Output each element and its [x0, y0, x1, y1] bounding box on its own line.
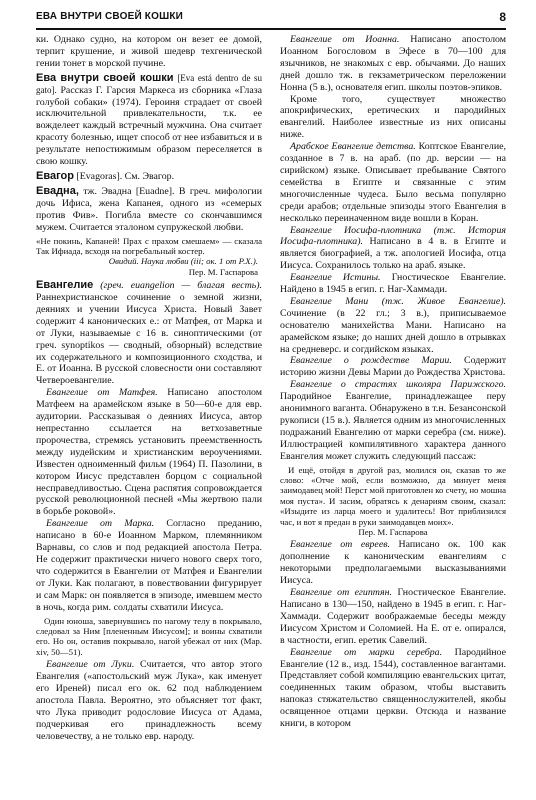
subentry-luka [36, 659, 262, 742]
subentry-title: Евангелие от Матфея. [46, 387, 158, 399]
quote-source: Овидий. Наука любви (iii; ок. 1 от Р.Х.). [108, 256, 258, 267]
subentry-text: Гностическое Евангелие. Найдено в 1945 в егип. г. Наг-Хаммади. [280, 272, 506, 296]
quotation [280, 465, 506, 538]
subentry-title: Евангелие Иосифа-плотника [290, 224, 422, 236]
entry-text: Раннехристианское сочинение о земной жизни, деяниях и учении Иисуса Христа. Новый Завет содержит 4 канонических е.: от Матфея, от Марка и от Луки, называемые с 16 в. синоптическими (от греч. synoptikos — сводный, обзорный) вследствие их содержательного и композиционного сходства, и Е. от Иоанна. В русской словесности они составляют Четвероевангелие. [36, 292, 262, 387]
subentry-arab [280, 141, 506, 224]
entry-evagor [36, 171, 262, 183]
quote-text: «Не покинь, Капаней! Прах с прахом смешаем» — сказала Так Ифиада, всходя на погребальный костер. [36, 235, 262, 256]
subentry-text: Гностическое Евангелие. Написано в 130—150, найдено в 1945 в егип. г. Наг-Хаммади. Содержит воображаемые беседы между Иисусом Христом и Соломией. На Е. от е. опирался, в частности, егип. еретик Савелий. [280, 587, 506, 646]
entry-text: тж. Эвадна [Euadne]. В греч. мифологии дочь Ифиса, жена Капанея, одного из «семерых против Фив». Погибла вместе со скончавшимся мужем. Считается эталоном супружеской любви. [36, 185, 262, 233]
subentry-serebro [280, 647, 506, 730]
subentry-evrei [280, 539, 506, 587]
running-header [36, 10, 506, 26]
quotation [36, 236, 262, 278]
subentry-title: Евангелие от Марка. [46, 518, 155, 530]
subentry-title: Евангелие от египтян. [290, 587, 392, 599]
quotation [36, 616, 262, 658]
subentry-title: Арабское Евангелие детства. [290, 141, 416, 153]
subentry-mani [280, 296, 506, 356]
subentry-text: Написано апостолом Иоанном Богословом в Эфесе в 70—100 для язычников, не знакомых с евр. обычаями. До наших дней дошло тж. в гекзаметрическом переложении Нонна (5 в.), основателя егип. школы поэтов-эпиков. [280, 34, 506, 93]
headword: Евангелие [36, 279, 94, 292]
subentry-alt-title: (тж. История Иосифа-плотника). [280, 224, 506, 248]
original-title: [Eva está dentro de su gato]. [36, 72, 262, 95]
entry-text: Рассказ Г. Гарсия Маркеса из сборника «Глаза голубой собаки» (1974). Героиня страдает от своей исключительной привлекательности, т.к. ее вожделеет каждый встречный мужчина. Она считает красоту болезнью, ищет способ от нее избавиться и в результате непостижимым образом переселяется в свою кошку. [36, 84, 262, 168]
quote-translator: Пер. М. Гаспарова [358, 527, 428, 538]
subentry-title: Евангелие о рождестве Марии. [290, 355, 452, 367]
subentry-egipt [280, 587, 506, 647]
subentry-text: Написано ок. 100 как дополнение к каноническим евангелиям с некоторыми предполагаемыми высказываниями Иисуса. [280, 539, 506, 587]
subentry-text: Считается, что автор этого Евангелия («апостольский муж Лука», как именует его Иреней) писал его ок. 62 под наблюдением апостола Павла. Вероятно, это объясняет тот факт, что Лука приводит родословие Иисуса от Адама, подчеркивая его принадлежность всему человечеству, а не только евр. народу. [36, 659, 262, 742]
apocrypha-intro: Кроме того, существует множество апокрифических, еретических и пародийных евангелий. Наиболее известные из них описаны ниже. [280, 93, 506, 141]
subentry-paris [280, 379, 506, 462]
subentry-title: Евангелие от Иоанна. [290, 34, 400, 45]
entry-eva-vnutri [36, 73, 262, 168]
entry-text: [Evagoras]. См. Эвагор. [76, 170, 175, 182]
entry-evangelie [36, 280, 262, 387]
subentry-mariya [280, 355, 506, 379]
subentry-title: Евангелие Мани [290, 295, 369, 307]
running-title: ЕВА ВНУТРИ СВОЕЙ КОШКИ [36, 11, 184, 22]
quote-text: Один юноша, завернувшись по нагому телу в покрывало, следовал за Ним [плененным Иисусом]; и воины схватили его. Но он, оставив покрывало, нагой убежал от них (Мар. xiv, 50—51). [36, 615, 262, 657]
headword: Евагор [36, 169, 74, 182]
subentry-text: Коптское Евангелие, созданное в 7 в. на араб. (по др. версии — на сирийском) языке. Описывает пребывание Святого семейства в Египте и связанные с этим многочисленные чудеса. Было весьма популярно среди арабов; отдельные эпизоды этого Евангелия в несколько переиначенном виде вошли в Коран. [280, 141, 506, 224]
headword: Ева внутри своей кошки [36, 71, 174, 84]
right-column [280, 34, 506, 792]
subentry-text: Сочинение (в 22 гл.; 3 в.), приписываемое основателю манихейства Мани. Написано на арамейском языке; до наших дней дошло в отрывках на средневерс. и согдийском языках. [280, 307, 506, 355]
subentry-ioann [280, 34, 506, 94]
subentry-title: Евангелие Истины. [290, 272, 381, 284]
etymology: (греч. euangelion — благая весть). [100, 280, 262, 292]
subentry-text: Написано в 4 в. в Египте и является биографией, а тж. апологией Иосифа, отца Иисуса. Сохранилось только на араб. языке. [280, 236, 506, 272]
subentry-text: Пародийное Евангелие, принадлежащее перу анонимного ваганта. Обнаружено в т.н. Безансонской рукописи (15 в.). Является одним из многочисленных подражаний Евангелию от марки серебра (см. ниже). Иллюстрацией компилятивного характера данного Евангелия может служить следующий пассаж: [280, 391, 506, 462]
subentry-title: Евангелие от евреев. [290, 539, 390, 551]
quote-text: И ещё, отойдя в другой раз, молился он, сказав то же слово: «Отче мой, если возможно, да минует меня заимодавец мой! Перст мой приготовлен ко счету, но мошна моя пуста». И засим, обратясь к денариям своим, сказал: «Изыдите из ларца моего и удалитесь! Вот приблизился час, и вот я предан в руки заимодавцев моих». [280, 464, 506, 527]
left-column [36, 34, 262, 792]
subentry-text: Написано апостолом Матфеем на арамейском языке в 50—60-е для евр. аудитории. Рассказывая о деяниях Иисуса, автор непрестанно ссылается на ветхозаветные пророчества, стремясь установить преемственность между иудейским и христианским вероучениями. Известен одноименный фильм (1964) П. Пазолини, в котором Иисус представлен борцом с социальной несправедливостью. Сцена распятия сопровождается русской революционной песней «Мы жертвою пали в борьбе роковой». [36, 387, 262, 518]
entry-evadna [36, 186, 262, 234]
subentry-istina [280, 272, 506, 296]
subentry-mark [36, 518, 262, 613]
subentry-title: Евангелие от Луки. [46, 659, 135, 671]
subentry-text: Содержит историю жизни Девы Марии до Рождества Христова. [280, 355, 506, 379]
quote-translator: Пер. М. Гаспарова [188, 266, 258, 277]
subentry-alt-title: (тж. Живое Евангелие). [381, 295, 506, 307]
page-number: 8 [499, 10, 506, 24]
subentry-matfei [36, 387, 262, 518]
subentry-title: Евангелие о страстях школяра Парижского. [290, 379, 506, 391]
headword: Евадна, [36, 184, 79, 197]
continued-paragraph: ки. Однако судно, на котором он везет ее домой, терпит крушение, и живой шедевр техгенической гении тонет в морской пучине. [36, 34, 262, 69]
subentry-iosif [280, 225, 506, 273]
subentry-title: Евангелие от марки серебра. [290, 646, 443, 658]
subentry-text: Согласно преданию, написано в 60-е Иоанном Марком, племянником Варнавы, со слов и под редакцией апостола Петра. Не содержит практически ничего нового сверх того, что содержится в Евангелии от Матфея и Евангелии от Луки. Как полагают, в повествовании фигурирует и сам Марк: он появляется в эпизоде, имевшем место в ночь, когда рим. солдаты схватили Иисуса. [36, 518, 262, 613]
header-rule [36, 28, 506, 30]
subentry-text: Пародийное Евангелие (12 в., изд. 1544), составленное вагантами. Представляет собой компиляцию евангельских цитат, соединенных таким образом, чтобы выставить напоказ стяжательство священнослужителей, якобы освященное отцами церкви. Отсюда и название книги, в котором [280, 646, 506, 730]
